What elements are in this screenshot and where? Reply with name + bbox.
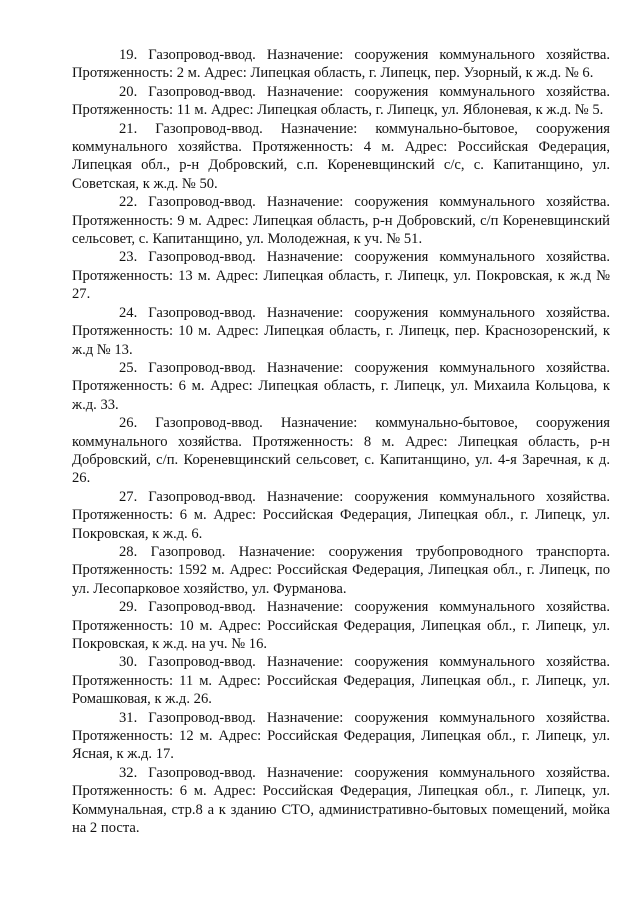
list-item: 24. Газопровод-ввод. Назначение: сооружения коммунального хозяйства. Протяженность: 10 м. Адрес: Липецкая область, г. Липецк, пер. Краснозоренский, к ж.д № 13. — [72, 304, 610, 358]
list-item: 19. Газопровод-ввод. Назначение: сооружения коммунального хозяйства. Протяженность: 2 м. Адрес: Липецкая область, г. Липецк, пер. Узорный, к ж.д. № 6. — [72, 47, 610, 82]
list-item: 23. Газопровод-ввод. Назначение: сооружения коммунального хозяйства. Протяженность: 13 м. Адрес: Липецкая область, г. Липецк, ул. Покровская, к ж.д № 27. — [72, 249, 610, 303]
list-item: 31. Газопровод-ввод. Назначение: сооружения коммунального хозяйства. Протяженность: 12 м. Адрес: Российская Федерация, Липецкая обл., г. Липецк, ул. Ясная, к ж.д. 17. — [72, 709, 610, 763]
list-item: 21. Газопровод-ввод. Назначение: коммунально-бытовое, сооружения коммунального хозяйства. Протяженность: 4 м. Адрес: Российская Федерация, Липецкая обл., р-н Добровский, с.п. Кореневщинский с/с, с. Капитанщино, ул. Советская, к ж.д. № 50. — [72, 120, 610, 192]
list-item: 29. Газопровод-ввод. Назначение: сооружения коммунального хозяйства. Протяженность: 10 м. Адрес: Российская Федерация, Липецкая обл., г. Липецк, ул. Покровская, к ж.д. на уч. № 16. — [72, 599, 610, 652]
list-item: 26. Газопровод-ввод. Назначение: коммунально-бытовое, сооружения коммунального хозяйства. Протяженность: 8 м. Адрес: Липецкая область, р-н Добровский, с/п. Кореневщинский сельсовет, с. Капитанщино, ул. 4-я Заречная, к д. 26. — [72, 415, 610, 487]
list-item: 22. Газопровод-ввод. Назначение: сооружения коммунального хозяйства. Протяженность: 9 м. Адрес: Липецкая область, р-н Добровский, с/п Кореневщинский сельсовет, с. Капитанщино, ул. Молодежная, к уч. № 51. — [72, 194, 610, 248]
list-item: 28. Газопровод. Назначение: сооружения трубопроводного транспорта. Протяженность: 1592 м. Адрес: Российская Федерация, Липецкая обл., г. Липецк, по ул. Лесопарковое хозяйство, ул. Фурманова. — [72, 543, 610, 597]
list-item: 27. Газопровод-ввод. Назначение: сооружения коммунального хозяйства. Протяженность: 6 м. Адрес: Российская Федерация, Липецкая обл., г. Липецк, ул. Покровская, к ж.д. 6. — [72, 488, 610, 542]
list-item: 20. Газопровод-ввод. Назначение: сооружения коммунального хозяйства. Протяженность: 11 м. Адрес: Липецкая область, г. Липецк, ул. Яблоневая, к ж.д. № 5. — [72, 83, 610, 119]
list-item: 32. Газопровод-ввод. Назначение: сооружения коммунального хозяйства. Протяженность: 6 м. Адрес: Российская Федерация, Липецкая обл., г. Липецк, ул. Коммунальная, стр.8 а к зданию СТО, административно-бытовых помещений, мойка на 2 поста. — [72, 764, 610, 837]
document-page — [72, 46, 610, 837]
list-item: 25. Газопровод-ввод. Назначение: сооружения коммунального хозяйства. Протяженность: 6 м. Адрес: Липецкая область, г. Липецк, ул. Михаила Кольцова, к ж.д. 33. — [72, 359, 610, 413]
list-item: 30. Газопровод-ввод. Назначение: сооружения коммунального хозяйства. Протяженность: 11 м. Адрес: Российская Федерация, Липецкая обл., г. Липецк, ул. Ромашковая, к ж.д. 26. — [72, 654, 610, 708]
